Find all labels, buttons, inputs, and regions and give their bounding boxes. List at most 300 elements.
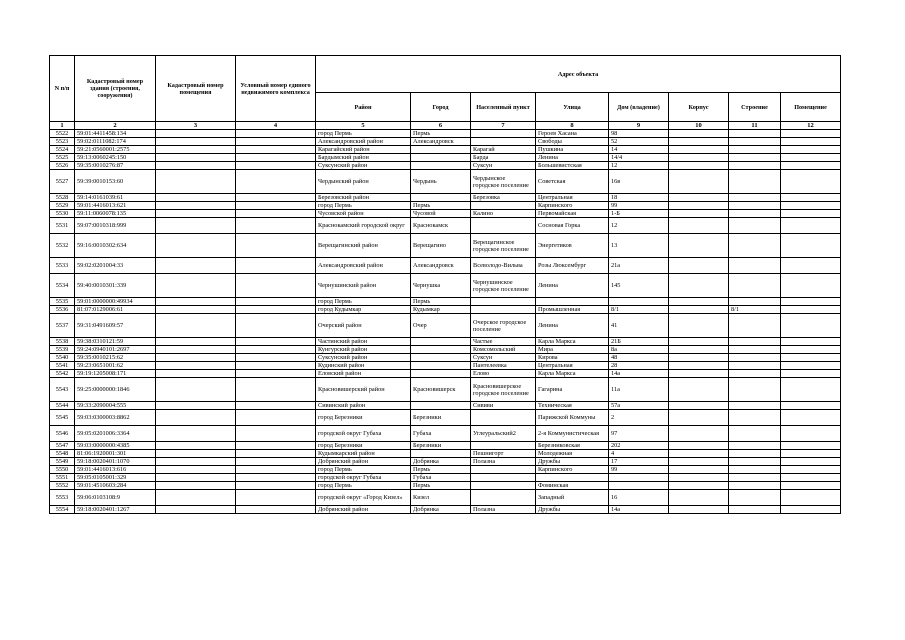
cadastral-number-cell: 59:33:2090004:555 (75, 402, 156, 410)
cadastral-number-cell: 59:03:0300003:8862 (75, 410, 156, 426)
city-cell: Краснокамск (411, 218, 471, 234)
district-cell: город Березники (316, 410, 411, 426)
building-cell (729, 506, 781, 514)
table-row (50, 482, 841, 490)
corpus-cell (669, 154, 729, 162)
cadastral-number-cell: 59:24:0940101:2697 (75, 346, 156, 354)
conditional-number-cell (236, 306, 316, 314)
settlement-cell (471, 482, 536, 490)
column-number: 8 (536, 122, 609, 130)
row-number: 5541 (50, 362, 75, 370)
corpus-cell (669, 458, 729, 466)
row-number: 5527 (50, 170, 75, 194)
street-cell: Центральная (536, 194, 609, 202)
house-cell: 28 (609, 362, 669, 370)
header-num: N п/п (50, 56, 75, 122)
row-number: 5531 (50, 218, 75, 234)
district-cell: Чердынский район (316, 170, 411, 194)
city-cell (411, 354, 471, 362)
corpus-cell (669, 298, 729, 306)
cadastral-number-cell: 59:01:4411458:134 (75, 130, 156, 138)
table-row (50, 466, 841, 474)
table-row (50, 442, 841, 450)
district-cell: Кудинский район (316, 362, 411, 370)
conditional-number-cell (236, 506, 316, 514)
table-row (50, 410, 841, 426)
settlement-cell: Полазна (471, 506, 536, 514)
premises-cell (156, 298, 236, 306)
room-cell (781, 234, 841, 258)
table-row (50, 170, 841, 194)
premises-cell (156, 346, 236, 354)
conditional-number-cell (236, 402, 316, 410)
house-cell: 4 (609, 450, 669, 458)
premises-cell (156, 466, 236, 474)
column-number: 9 (609, 122, 669, 130)
cadastral-number-cell: 81:07:0129006:61 (75, 306, 156, 314)
conditional-number-cell (236, 154, 316, 162)
building-cell (729, 162, 781, 170)
corpus-cell (669, 146, 729, 154)
city-cell: Пермь (411, 482, 471, 490)
cadastral-number-cell: 59:35:0010276:87 (75, 162, 156, 170)
street-cell: Ленина (536, 274, 609, 298)
street-cell: Парижской Коммуны (536, 410, 609, 426)
cadastral-number-cell: 59:38:0310121:59 (75, 338, 156, 346)
building-cell (729, 370, 781, 378)
row-number: 5526 (50, 162, 75, 170)
room-cell (781, 146, 841, 154)
street-cell: Кирова (536, 354, 609, 362)
corpus-cell (669, 466, 729, 474)
premises-cell (156, 490, 236, 506)
district-cell: город Пермь (316, 202, 411, 210)
corpus-cell (669, 474, 729, 482)
settlement-cell (471, 466, 536, 474)
conditional-number-cell (236, 170, 316, 194)
building-cell (729, 426, 781, 442)
room-cell (781, 426, 841, 442)
table-row (50, 130, 841, 138)
city-cell: Губаха (411, 474, 471, 482)
premises-cell (156, 274, 236, 298)
street-cell: Карла Маркса (536, 338, 609, 346)
room-cell (781, 474, 841, 482)
district-cell: город Пермь (316, 130, 411, 138)
premises-cell (156, 370, 236, 378)
corpus-cell (669, 378, 729, 402)
cadastral-number-cell: 59:01:4416013:621 (75, 202, 156, 210)
room-cell (781, 154, 841, 162)
room-cell (781, 194, 841, 202)
table-row (50, 146, 841, 154)
column-number: 11 (729, 122, 781, 130)
city-cell (411, 450, 471, 458)
corpus-cell (669, 490, 729, 506)
table-row (50, 354, 841, 362)
row-number: 5545 (50, 410, 75, 426)
settlement-cell: Сививи (471, 402, 536, 410)
row-number: 5528 (50, 194, 75, 202)
settlement-cell: Калино (471, 210, 536, 218)
table-row (50, 402, 841, 410)
row-number: 5551 (50, 474, 75, 482)
street-cell: Героев Хасана (536, 130, 609, 138)
house-cell: 14а (609, 370, 669, 378)
settlement-cell: Пантелеевка (471, 362, 536, 370)
column-number: 3 (156, 122, 236, 130)
cadastral-number-cell: 59:18:0020401:1267 (75, 506, 156, 514)
room-cell (781, 482, 841, 490)
table-row (50, 490, 841, 506)
row-number: 5529 (50, 202, 75, 210)
street-cell: Ленина (536, 314, 609, 338)
house-cell: 41 (609, 314, 669, 338)
conditional-number-cell (236, 218, 316, 234)
header-room: Помещение (781, 93, 841, 122)
city-cell (411, 146, 471, 154)
building-cell (729, 466, 781, 474)
conditional-number-cell (236, 466, 316, 474)
row-number: 5537 (50, 314, 75, 338)
settlement-cell: Комсомольский (471, 346, 536, 354)
building-cell (729, 146, 781, 154)
settlement-cell: Всеволодо-Вильва (471, 258, 536, 274)
house-cell: 57а (609, 402, 669, 410)
cadastral-number-cell: 59:23:0651001:62 (75, 362, 156, 370)
table-row (50, 506, 841, 514)
table-row (50, 202, 841, 210)
city-cell: Чусовой (411, 210, 471, 218)
row-number: 5533 (50, 258, 75, 274)
street-cell (536, 474, 609, 482)
table-row (50, 458, 841, 466)
room-cell (781, 298, 841, 306)
settlement-cell: Углеуральский2 (471, 426, 536, 442)
settlement-cell: Чердынское городское поселение (471, 170, 536, 194)
premises-cell (156, 258, 236, 274)
district-cell: городской округ «Город Кизел» (316, 490, 411, 506)
street-cell: Мира (536, 346, 609, 354)
row-number: 5539 (50, 346, 75, 354)
city-cell: Очер (411, 314, 471, 338)
corpus-cell (669, 442, 729, 450)
row-number: 5553 (50, 490, 75, 506)
row-number: 5544 (50, 402, 75, 410)
room-cell (781, 210, 841, 218)
corpus-cell (669, 162, 729, 170)
district-cell: Краснокамский городской округ (316, 218, 411, 234)
house-cell: 12 (609, 162, 669, 170)
header-street: Улица (536, 93, 609, 122)
column-number-row (50, 122, 841, 130)
cadastral-number-cell: 59:06:0103108:9 (75, 490, 156, 506)
conditional-number-cell (236, 298, 316, 306)
premises-cell (156, 410, 236, 426)
house-cell: 48 (609, 354, 669, 362)
cadastral-number-cell: 59:40:0010301:339 (75, 274, 156, 298)
conditional-number-cell (236, 426, 316, 442)
conditional-number-cell (236, 362, 316, 370)
premises-cell (156, 170, 236, 194)
row-number: 5543 (50, 378, 75, 402)
conditional-number-cell (236, 346, 316, 354)
table-body (50, 130, 841, 514)
building-cell (729, 346, 781, 354)
building-cell (729, 298, 781, 306)
city-cell (411, 362, 471, 370)
city-cell: Березники (411, 410, 471, 426)
real-estate-table (49, 55, 841, 514)
table-row (50, 218, 841, 234)
corpus-cell (669, 362, 729, 370)
premises-cell (156, 234, 236, 258)
street-cell: Центральная (536, 362, 609, 370)
table-row (50, 426, 841, 442)
street-cell: Дружбы (536, 458, 609, 466)
city-cell: Добрянка (411, 506, 471, 514)
column-number: 4 (236, 122, 316, 130)
corpus-cell (669, 218, 729, 234)
district-cell: Чернушинский район (316, 274, 411, 298)
room-cell (781, 338, 841, 346)
street-cell: Березниковская (536, 442, 609, 450)
street-cell: Карпинского (536, 202, 609, 210)
room-cell (781, 130, 841, 138)
conditional-number-cell (236, 138, 316, 146)
settlement-cell: Частые (471, 338, 536, 346)
street-cell: Ленина (536, 154, 609, 162)
row-number: 5538 (50, 338, 75, 346)
street-cell: Фоминская (536, 482, 609, 490)
district-cell: Карагайский район (316, 146, 411, 154)
district-cell: Кунгурский район (316, 346, 411, 354)
corpus-cell (669, 306, 729, 314)
corpus-cell (669, 410, 729, 426)
district-cell: Кудымкарский район (316, 450, 411, 458)
table-row (50, 234, 841, 258)
row-number: 5522 (50, 130, 75, 138)
conditional-number-cell (236, 162, 316, 170)
corpus-cell (669, 170, 729, 194)
city-cell (411, 338, 471, 346)
settlement-cell: Чернушинское городское поселение (471, 274, 536, 298)
district-cell: город Пермь (316, 298, 411, 306)
corpus-cell (669, 210, 729, 218)
cadastral-number-cell: 59:39:0010153:60 (75, 170, 156, 194)
district-cell: Еловский район (316, 370, 411, 378)
cadastral-number-cell: 81:06:1920001:301 (75, 450, 156, 458)
header-corpus: Корпус (669, 93, 729, 122)
row-number: 5540 (50, 354, 75, 362)
table-row (50, 314, 841, 338)
house-cell: 145 (609, 274, 669, 298)
table-row (50, 258, 841, 274)
row-number: 5554 (50, 506, 75, 514)
settlement-cell (471, 306, 536, 314)
district-cell: Добрянский район (316, 458, 411, 466)
cadastral-number-cell: 59:01:4416013:616 (75, 466, 156, 474)
house-cell: 8/1 (609, 306, 669, 314)
column-number: 7 (471, 122, 536, 130)
cadastral-number-cell: 59:31:0491609:57 (75, 314, 156, 338)
house-cell: 11а (609, 378, 669, 402)
premises-cell (156, 338, 236, 346)
conditional-number-cell (236, 378, 316, 402)
house-cell (609, 298, 669, 306)
row-number: 5523 (50, 138, 75, 146)
street-cell (536, 298, 609, 306)
room-cell (781, 458, 841, 466)
house-cell: 21Б (609, 338, 669, 346)
cadastral-number-cell: 59:25:0000000:1846 (75, 378, 156, 402)
row-number: 5552 (50, 482, 75, 490)
cadastral-number-cell: 59:35:0010215:62 (75, 354, 156, 362)
column-number: 6 (411, 122, 471, 130)
house-cell: 14/4 (609, 154, 669, 162)
room-cell (781, 450, 841, 458)
corpus-cell (669, 338, 729, 346)
conditional-number-cell (236, 130, 316, 138)
city-cell: Добрянка (411, 458, 471, 466)
building-cell (729, 402, 781, 410)
house-cell: 12 (609, 218, 669, 234)
room-cell (781, 490, 841, 506)
house-cell: 99 (609, 202, 669, 210)
street-cell: Сосновая Горка (536, 218, 609, 234)
street-cell: Гагарина (536, 378, 609, 402)
street-cell: Дружбы (536, 506, 609, 514)
conditional-number-cell (236, 474, 316, 482)
building-cell: 8/1 (729, 306, 781, 314)
city-cell: Чернушка (411, 274, 471, 298)
premises-cell (156, 154, 236, 162)
city-cell: Александровск (411, 138, 471, 146)
cadastral-number-cell: 59:02:0201004:33 (75, 258, 156, 274)
conditional-number-cell (236, 146, 316, 154)
house-cell: 14 (609, 146, 669, 154)
building-cell (729, 274, 781, 298)
city-cell: Березники (411, 442, 471, 450)
room-cell (781, 346, 841, 354)
room-cell (781, 306, 841, 314)
premises-cell (156, 426, 236, 442)
street-cell: Промышленная (536, 306, 609, 314)
corpus-cell (669, 482, 729, 490)
cadastral-number-cell: 59:16:0010302:634 (75, 234, 156, 258)
district-cell: Очерский район (316, 314, 411, 338)
settlement-cell: Пешнигорт (471, 450, 536, 458)
premises-cell (156, 362, 236, 370)
city-cell: Александровск (411, 258, 471, 274)
room-cell (781, 362, 841, 370)
settlement-cell: Очерское городское поселение (471, 314, 536, 338)
row-number: 5525 (50, 154, 75, 162)
room-cell (781, 314, 841, 338)
settlement-cell (471, 442, 536, 450)
premises-cell (156, 474, 236, 482)
settlement-cell: Красновишерское городское поселение (471, 378, 536, 402)
table-row (50, 378, 841, 402)
row-number: 5550 (50, 466, 75, 474)
building-cell (729, 194, 781, 202)
building-cell (729, 458, 781, 466)
district-cell: Частинский район (316, 338, 411, 346)
room-cell (781, 162, 841, 170)
conditional-number-cell (236, 490, 316, 506)
district-cell: город Пермь (316, 466, 411, 474)
house-cell: 18 (609, 194, 669, 202)
table-row (50, 362, 841, 370)
house-cell: 21а (609, 258, 669, 274)
house-cell: 17 (609, 458, 669, 466)
house-cell: 52 (609, 138, 669, 146)
table-row (50, 154, 841, 162)
room-cell (781, 466, 841, 474)
row-number: 5535 (50, 298, 75, 306)
premises-cell (156, 450, 236, 458)
building-cell (729, 314, 781, 338)
row-number: 5547 (50, 442, 75, 450)
settlement-cell: Суксун (471, 162, 536, 170)
cadastral-number-cell: 59:03:0000000:4385 (75, 442, 156, 450)
row-number: 5532 (50, 234, 75, 258)
corpus-cell (669, 402, 729, 410)
house-cell (609, 474, 669, 482)
header-house: Дом (владение) (609, 93, 669, 122)
conditional-number-cell (236, 450, 316, 458)
building-cell (729, 130, 781, 138)
house-cell: 8а (609, 346, 669, 354)
house-cell: 1-Б (609, 210, 669, 218)
table-row (50, 138, 841, 146)
city-cell: Кизел (411, 490, 471, 506)
table-row (50, 194, 841, 202)
row-number: 5530 (50, 210, 75, 218)
building-cell (729, 490, 781, 506)
conditional-number-cell (236, 410, 316, 426)
settlement-cell (471, 218, 536, 234)
street-cell: Свободы (536, 138, 609, 146)
premises-cell (156, 354, 236, 362)
settlement-cell (471, 410, 536, 426)
conditional-number-cell (236, 482, 316, 490)
street-cell: 2-я Коммунистическая (536, 426, 609, 442)
district-cell: Сивинский район (316, 402, 411, 410)
conditional-number-cell (236, 338, 316, 346)
settlement-cell: Карагай (471, 146, 536, 154)
settlement-cell (471, 130, 536, 138)
district-cell: город Кудымкар (316, 306, 411, 314)
corpus-cell (669, 234, 729, 258)
cadastral-number-cell: 59:21:0560001:2575 (75, 146, 156, 154)
settlement-cell (471, 474, 536, 482)
house-cell: 202 (609, 442, 669, 450)
header-district: Район (316, 93, 411, 122)
street-cell: Карла Маркса (536, 370, 609, 378)
room-cell (781, 170, 841, 194)
premises-cell (156, 378, 236, 402)
corpus-cell (669, 450, 729, 458)
corpus-cell (669, 370, 729, 378)
building-cell (729, 154, 781, 162)
settlement-cell: Елово (471, 370, 536, 378)
column-number: 1 (50, 122, 75, 130)
district-cell: Березовский район (316, 194, 411, 202)
conditional-number-cell (236, 202, 316, 210)
header-building: Строение (729, 93, 781, 122)
header-settlement: Населенный пункт (471, 93, 536, 122)
